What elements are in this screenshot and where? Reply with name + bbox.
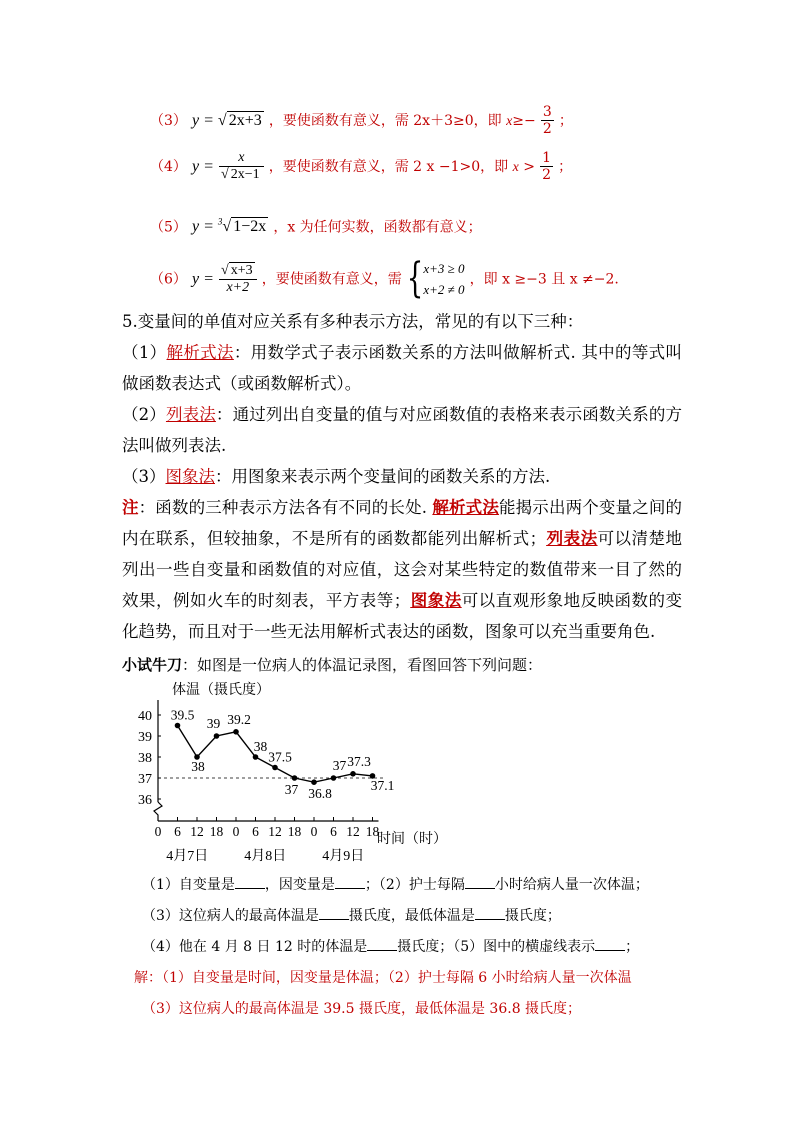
x-tick-label: 0	[232, 824, 240, 839]
item-3-number: （3）	[150, 113, 187, 129]
data-point	[272, 765, 278, 771]
data-label: 37	[332, 758, 347, 773]
note-term-2: 列表法	[546, 529, 598, 548]
data-point	[214, 733, 220, 739]
y-tick-label: 38	[138, 751, 152, 766]
method-2: （2）列表法：通过列出自变量的值与对应函数值的表格来表示函数关系的方法叫做列表法.	[122, 405, 683, 455]
data-label: 37.5	[268, 749, 292, 765]
item-4-function: $\frac{x}{√ 2x-1}$	[219, 150, 264, 183]
question-line-1: （1）自变量是 ，因变量是 ；（2）护士每隔 小时给病人量一次体温；	[142, 874, 649, 894]
date-label: 4月7日	[166, 849, 209, 864]
item-4: （4） y = $\frac{x}{√ 2x-1}$ ，要使函数有意义，需 2 x −1>0，即 x > $\frac{1}{2}$ ；	[150, 150, 573, 183]
x-tick-label: 0	[310, 824, 318, 839]
item-6-result: ，即 x ≥−3 且 x ≠−2.	[469, 271, 619, 288]
exercise-label: 小试牛刀	[122, 656, 183, 674]
x-tick-label: 12	[346, 824, 360, 839]
note-term-3: 图象法	[410, 591, 462, 610]
chart-xlabel: 时间（时）	[377, 832, 447, 847]
answer-line-1: 解：（1）自变量是时间，因变量是体温；（2）护士每隔 6 小时给病人量一次体温	[134, 970, 632, 986]
date-label: 4月9日	[322, 849, 365, 864]
item-3-fraction: $\frac{3}{2}$	[542, 104, 552, 137]
item-6-function: $\frac{√ x+3}{x+2}$	[219, 263, 257, 296]
item-3	[150, 104, 573, 137]
item-5-number: （5）	[150, 219, 187, 236]
item-6-condition: ，要使函数有意义，需	[261, 271, 402, 288]
method-3-term: 图象法	[165, 467, 215, 486]
item-4-fraction: $\frac{1}{2}$	[542, 150, 552, 183]
data-label: 38	[253, 739, 268, 754]
data-label: 36.8	[308, 786, 332, 802]
item-3-function: y = √ 2x+3	[192, 112, 262, 129]
data-label: 39.5	[170, 707, 195, 723]
section-5-heading: 5.变量间的单值对应关系有多种表示方法，常见的有以下三种：	[122, 312, 584, 331]
item-4-number: （4）	[150, 159, 187, 175]
exercise-intro: 小试牛刀：如图是一位病人的体温记录图，看图回答下列问题：	[122, 656, 543, 674]
data-label: 37	[284, 782, 299, 797]
data-point	[311, 779, 317, 785]
item-6: （6） y = $\frac{√ x+3}{x+2}$ ，要使函数有意义，需 { x+3 ≥ 0 x+2 ≠ 0 ，即 x ≥−3 且 x ≠−2.	[150, 255, 619, 303]
note-term-1: 解析式法	[432, 498, 499, 517]
x-tick-label: 6	[330, 824, 337, 839]
section-5	[122, 306, 682, 492]
data-point	[233, 729, 239, 735]
method-1-term: 解析式法	[166, 343, 234, 362]
x-tick-label: 18	[287, 824, 302, 839]
data-label: 38	[191, 759, 205, 774]
data-label: 39.2	[227, 711, 251, 727]
note-label: 注	[122, 498, 139, 517]
item-3-condition: ，要使函数有意义，需 2x＋3≥0，即 x≥−	[268, 113, 536, 129]
y-tick-label: 39	[138, 730, 152, 745]
question-line-3: （4）他在 4 月 8 日 12 时的体温是 摄氏度；（5）图中的横虚线表示 ；	[142, 936, 639, 956]
question-line-2: （3）这位病人的最高体温是 摄氏度，最低体温是 摄氏度；	[142, 905, 561, 925]
item-6-system: x+3 ≥ 0 x+2 ≠ 0	[423, 261, 465, 297]
x-tick-label: 12	[190, 824, 204, 839]
item-5-function: y = $^3$√ 1−2x	[192, 217, 267, 236]
data-label: 37.1	[370, 777, 395, 793]
method-3: （3）图象法：用图象来表示两个变量间的函数关系的方法.	[122, 467, 551, 486]
item-5-condition: ，x 为任何实数，函数都有意义；	[273, 219, 482, 236]
data-point	[331, 775, 337, 781]
data-point	[292, 775, 298, 781]
y-tick-label: 36	[138, 793, 152, 808]
date-label: 4月8日	[244, 849, 287, 864]
answer-line-2: （3）这位病人的最高体温是 39.5 摄氏度，最低体温是 36.8 摄氏度；	[142, 1001, 582, 1017]
x-tick-label: 12	[268, 824, 282, 839]
y-tick-label: 37	[138, 772, 152, 787]
data-label: 39	[206, 716, 221, 731]
method-1: （1）解析式法：用数学式子表示函数关系的方法叫做解析式. 其中的等式叫做函数表达式（或函数解析式）。	[122, 343, 683, 393]
note-paragraph: 注：函数的三种表示方法各有不同的长处. 解析式法能揭示出两个变量之间的内在联系，但较抽象，不是所有的函数都能列出解析式；列表法可以清楚地列出一些自变量和函数值的对应值，这会对某些特定的数值带来一目了然的效果，例如火车的时刻表，平方表等；图象法可以直观形象地反映函数的变化趋势，而且对于一些无法用解析式表达的函数，图象可以充当重要角色.	[122, 498, 682, 641]
data-point	[253, 754, 259, 760]
item-5	[150, 212, 482, 237]
data-point	[175, 723, 181, 729]
x-tick-label: 18	[209, 824, 224, 839]
data-label: 37.3	[347, 753, 371, 769]
x-tick-label: 6	[174, 824, 181, 839]
data-point	[350, 771, 356, 777]
x-tick-label: 6	[252, 824, 259, 839]
item-3-end: ；	[558, 113, 573, 129]
chart-ylabel: 体温（摄氏度）	[172, 683, 270, 698]
method-2-term: 列表法	[165, 405, 216, 424]
x-tick-label: 0	[154, 824, 162, 839]
item-4-condition: ，要使函数有意义，需 2 x −1>0，即 x >	[268, 159, 535, 175]
x-tick-label: 18	[365, 824, 380, 839]
item-6-number: （6）	[150, 271, 187, 288]
y-tick-label: 40	[138, 709, 152, 724]
item-4-end: ；	[558, 159, 573, 175]
temperature-chart	[130, 676, 450, 866]
